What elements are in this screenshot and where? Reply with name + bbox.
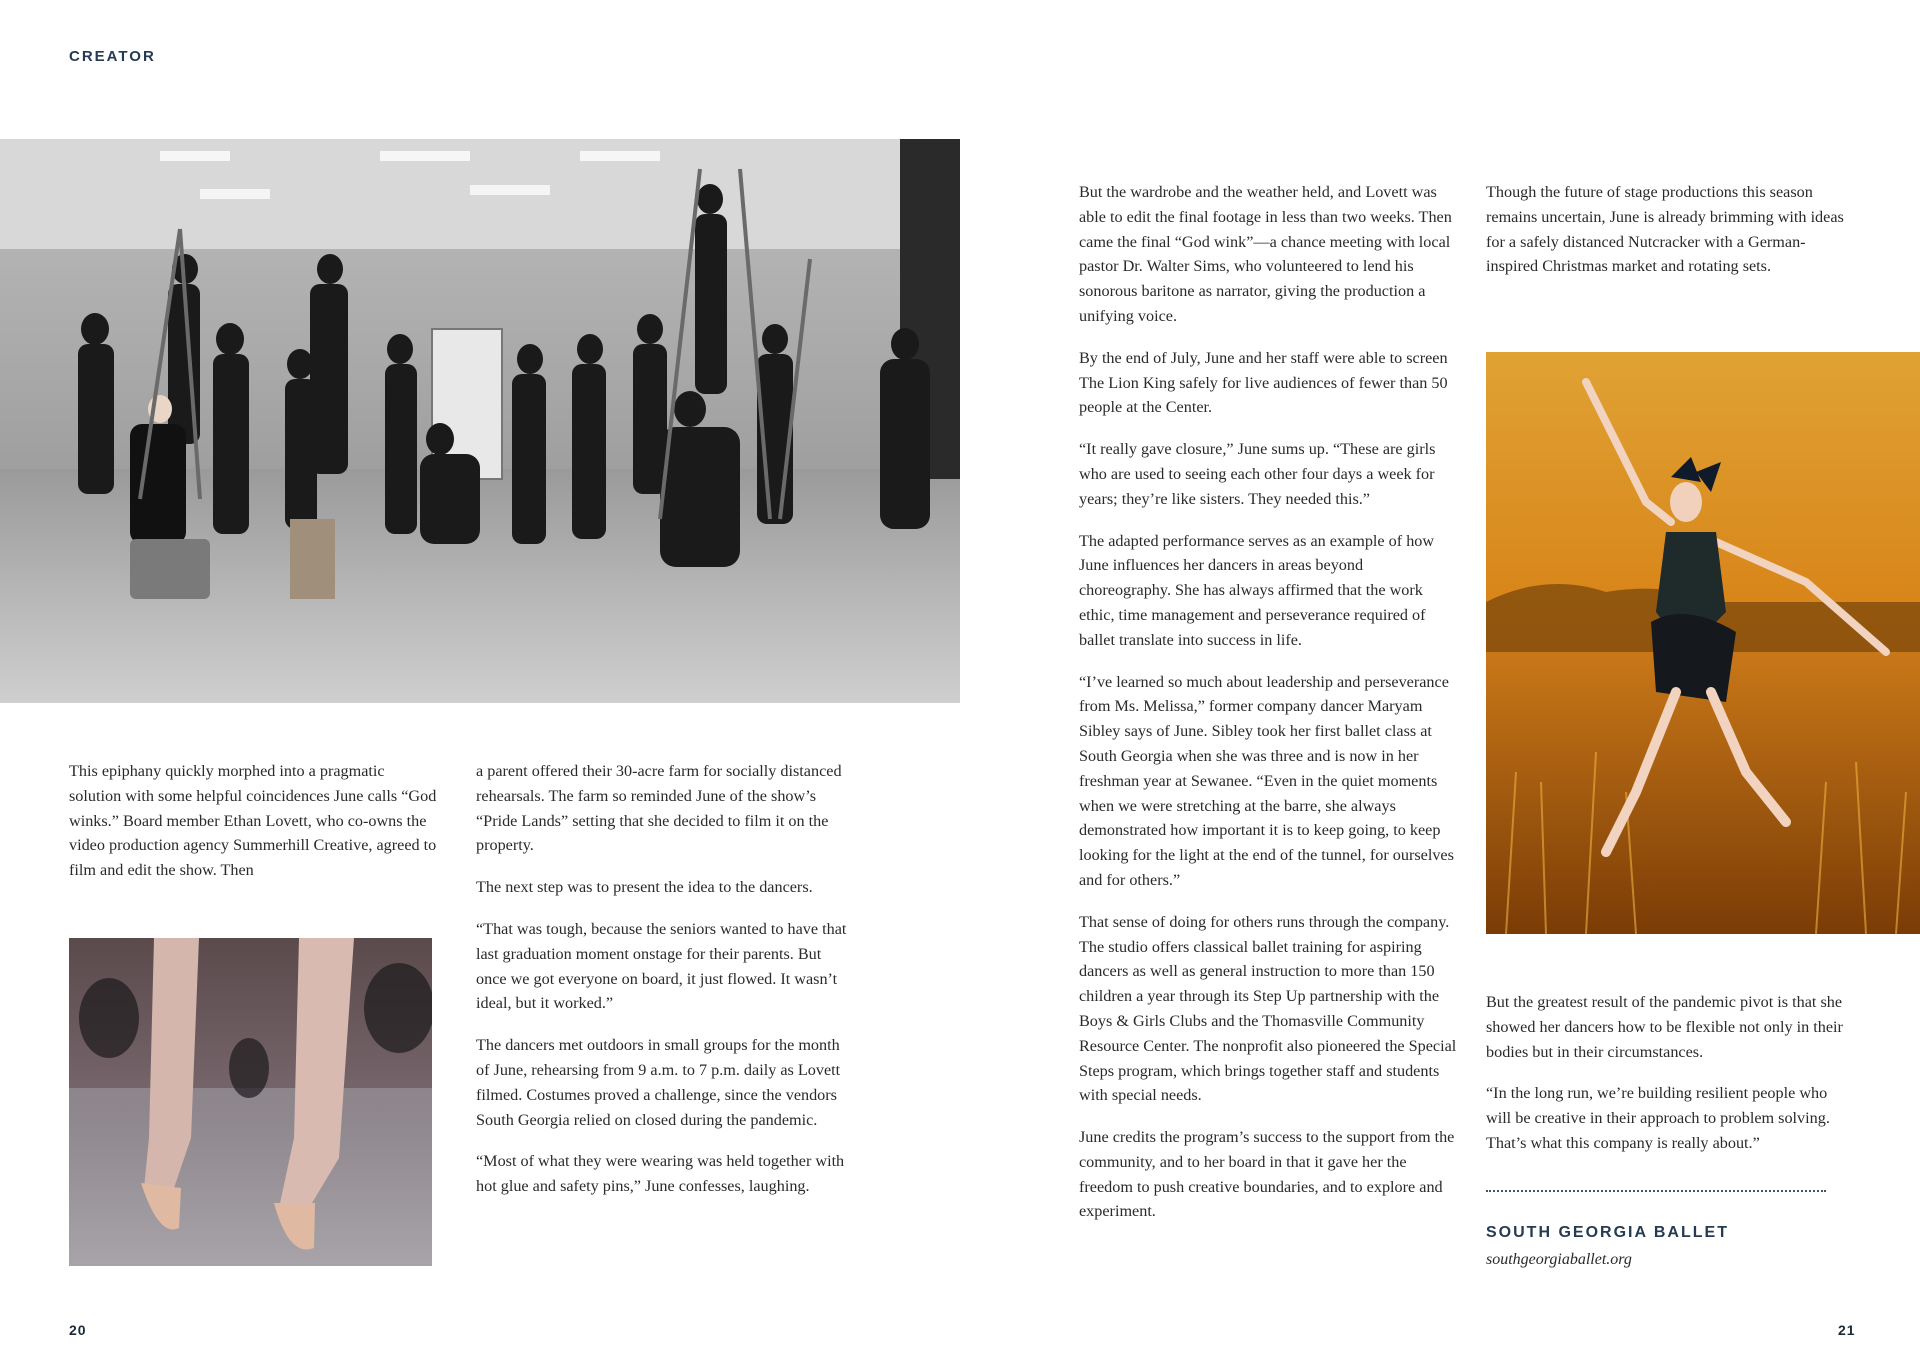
- paragraph: The next step was to present the idea to the dancers.: [476, 878, 813, 897]
- field-dancer-photo: [1486, 352, 1920, 934]
- paragraph: The dancers met outdoors in small groups for the month of June, rehearsing from 9 a.m. to 7 p.m. daily as Lovett filmed. Costumes proved a challenge, since the vendors South Georgia relied on closed during the pandemic.: [476, 1036, 841, 1129]
- paragraph: a parent offered their 30-acre farm for socially distanced rehearsals. The farm so reminded June of the show’s “Pride Lands” setting that she decided to film it on the property.: [476, 762, 842, 855]
- page-number-right: 21: [1838, 1322, 1856, 1338]
- paragraph: By the end of July, June and her staff were able to screen The Lion King safely for live audiences of fewer than 50 people at the Center.: [1079, 348, 1448, 417]
- paragraph: “I’ve learned so much about leadership and perseverance from Ms. Melissa,” former company dancer Maryam Sibley says of June. Sibley took her first ballet class at South Georgia when she was three and is now in her freshman year at Sewanee. “Even in the quiet moments when we were stretching at the barre, she always demonstrated how important it is to keep going, to keep looking for the light at the end of the tunnel, for ourselves and for others.”: [1079, 672, 1454, 889]
- dotted-divider: [1486, 1190, 1826, 1192]
- column-1: [69, 759, 439, 883]
- paragraph: This epiphany quickly morphed into a pragmatic solution with some helpful coincidences June calls “God winks.” Board member Ethan Lovett, who co-owns the video production agency Summerhill Creative, agreed to film and edit the show. Then: [69, 762, 437, 880]
- paragraph: The adapted performance serves as an example of how June influences her dancers in areas beyond choreography. She has always affirmed that the work ethic, time management and perseverance required of ballet translate into success in life.: [1079, 531, 1435, 649]
- paragraph: Though the future of stage productions this season remains uncertain, June is already brimming with ideas for a safely distanced Nutcracker with a German-inspired Christmas market and rotating sets.: [1486, 183, 1844, 276]
- paragraph: That sense of doing for others runs through the company. The studio offers classical ballet training for aspiring dancers as well as general instruction to more than 150 children a year through its Step Up partnership with the Boys & Girls Clubs and the Thomasville Community Resource Center. The nonprofit also pioneered the Special Steps program, which brings together staff and students with special needs.: [1079, 912, 1457, 1105]
- paragraph: But the wardrobe and the weather held, and Lovett was able to edit the final footage in less than two weeks. Then came the final “God wink”—a chance meeting with local pastor Dr. Walter Sims, who volunteered to lend his sonorous baritone as narrator, giving the production a unifying voice.: [1079, 183, 1452, 325]
- group-photo: [0, 139, 960, 703]
- paragraph: “Most of what they were wearing was held together with hot glue and safety pins,” June confesses, laughing.: [476, 1152, 845, 1196]
- column-4-top: [1486, 180, 1856, 279]
- section-label: CREATOR: [69, 48, 156, 65]
- org-name: SOUTH GEORGIA BALLET: [1486, 1224, 1729, 1241]
- org-url[interactable]: southgeorgiaballet.org: [1486, 1251, 1632, 1268]
- pointe-shoes-photo: [69, 938, 432, 1266]
- column-2: [476, 759, 850, 1199]
- paragraph: June credits the program’s success to the support from the community, and to her board in that it gave her the freedom to push creative boundaries, and to explore and experiment.: [1079, 1128, 1455, 1221]
- paragraph: “That was tough, because the seniors wanted to have that last graduation moment onstage for their parents. But once we got everyone on board, it just flowed. It wasn’t ideal, but it worked.”: [476, 919, 847, 1013]
- column-4-bottom: [1486, 990, 1856, 1156]
- page-number-left: 20: [69, 1322, 87, 1338]
- column-3: [1079, 180, 1457, 1224]
- paragraph: “In the long run, we’re building resilient people who will be creative in their approach to problem solving. That’s what this company is really about.”: [1486, 1084, 1830, 1152]
- paragraph: But the greatest result of the pandemic pivot is that she showed her dancers how to be flexible not only in their bodies but in their circumstances.: [1486, 993, 1843, 1061]
- paragraph: “It really gave closure,” June sums up. “These are girls who are used to seeing each other four days a week for years; they’re like sisters. They needed this.”: [1079, 440, 1436, 508]
